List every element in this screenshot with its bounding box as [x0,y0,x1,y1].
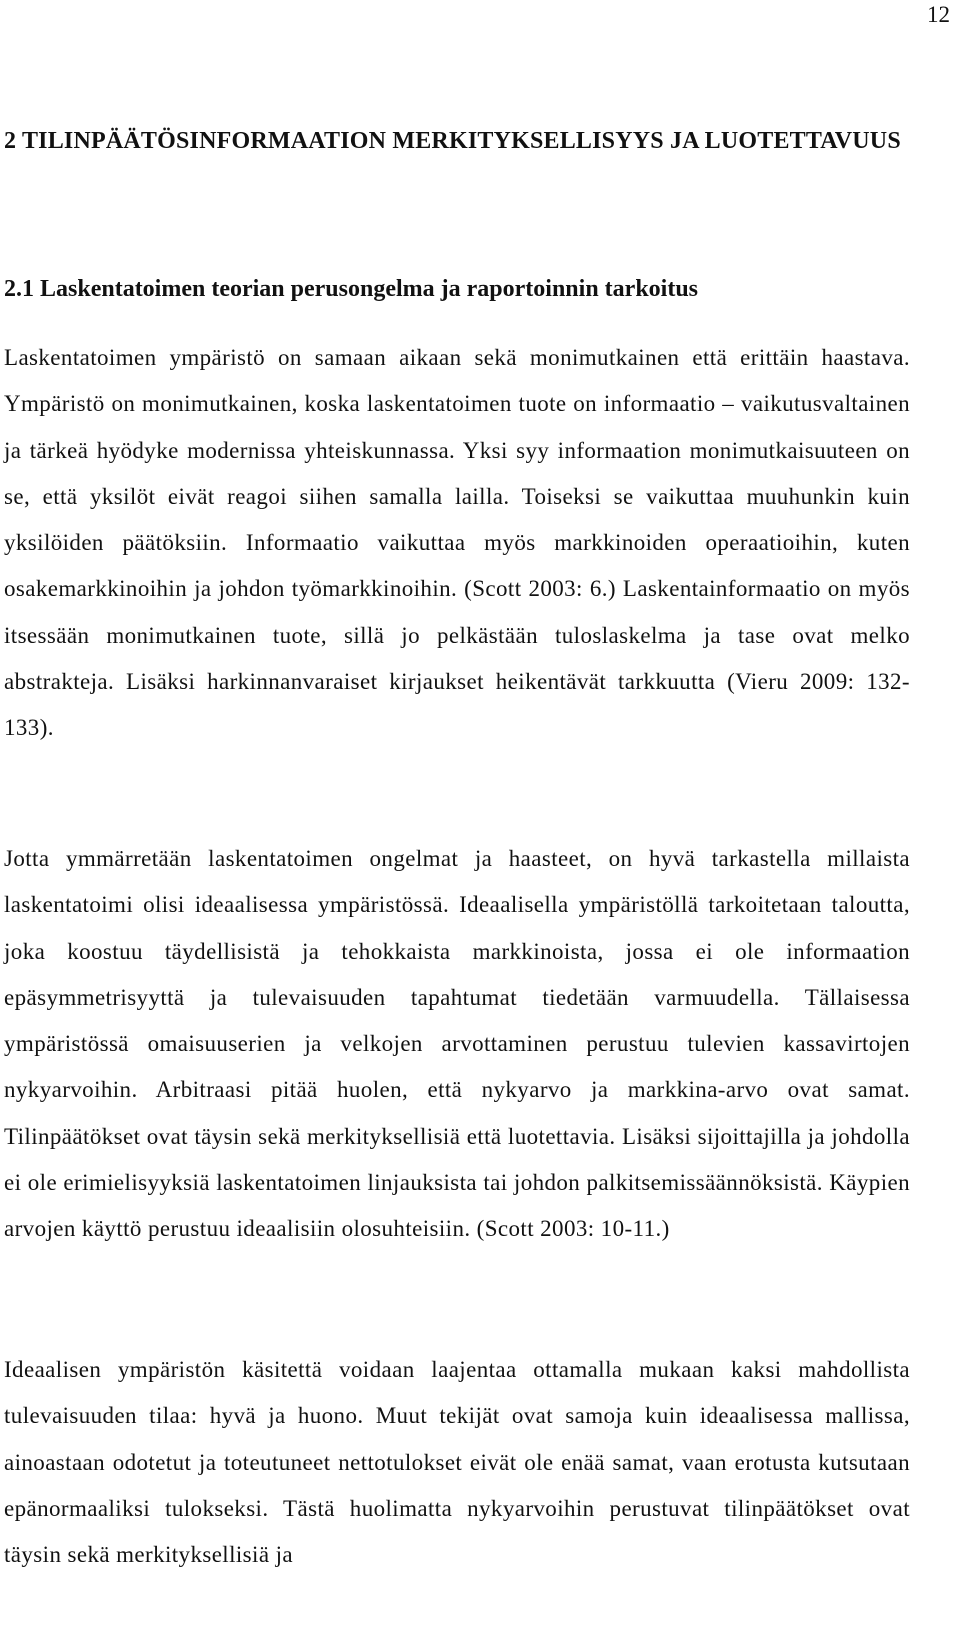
body-paragraph: Jotta ymmärretään laskentatoimen ongelmat ja haasteet, on hyvä tarkastella millaista laskentatoimi olisi ideaalisessa ympäristössä. Ideaalisella ympäristöllä tarkoitetaan taloutta, joka koostuu täydellisistä ja tehokkaista markkinoista, jossa ei ole informaation epäsymmetrisyyttä ja tulevaisuuden tapahtumat tiedetään varmuudella. Tällaisessa ympäristössä omaisuuserien ja velkojen arvottaminen perustuu tulevien kassavirtojen nykyarvoihin. Arbitraasi pitää huolen, että nykyarvo ja markkina-arvo ovat samat. Tilinpäätökset ovat täysin sekä merkityksellisiä että luotettavia. Lisäksi sijoittajilla ja johdolla ei ole erimielisyyksiä laskentatoimen linjauksista tai johdon palkitsemissäännöksistä. Käypien arvojen käyttö perustuu ideaalisiin olosuhteisiin. (Scott 2003: 10-11.) [4,846,910,1242]
body-paragraph: Laskentatoimen ympäristö on samaan aikaan sekä monimutkainen että erittäin haastava. Ympäristö on monimutkainen, koska laskentatoimen tuote on informaatio – vaikutusvaltainen ja tärkeä hyödyke modernissa yhteiskunnassa. Yksi syy informaation monimutkaisuuteen on se, että yksilöt eivät reagoi siihen samalla lailla. Toiseksi se vaikuttaa muuhunkin kuin yksilöiden päätöksiin. Informaatio vaikuttaa myös markkinoiden operaatioihin, kuten osakemarkkinoihin ja johdon työmarkkinoihin. (Scott 2003: 6.) Laskentainformaatio on myös itsessään monimutkainen tuote, sillä jo pelkästään tuloslaskelma ja tase ovat melko abstrakteja. Lisäksi harkinnanvaraiset kirjaukset heikentävät tarkkuutta (Vieru 2009: 132-133). [4,345,910,741]
chapter-heading: 2 TILINPÄÄTÖSINFORMAATION MERKITYKSELLISYYS JA LUOTETTAVUUS [4,128,901,154]
page-number: 12 [927,2,950,27]
section-heading: 2.1 Laskentatoimen teorian perusongelma ja raportoinnin tarkoitus [4,276,699,302]
body-paragraph: Ideaalisen ympäristön käsitettä voidaan laajentaa ottamalla mukaan kaksi mahdollista tulevaisuuden tilaa: hyvä ja huono. Muut tekijät ovat samoja kuin ideaalisessa mallissa, ainoastaan odotetut ja toteutuneet nettotulokset eivät ole enää samat, vaan erotusta kutsutaan epänormaaliksi tulokseksi. Tästä huolimatta nykyarvoihin perustuvat tilinpäätökset ovat täysin sekä merkityksellisiä ja [4,1357,910,1568]
